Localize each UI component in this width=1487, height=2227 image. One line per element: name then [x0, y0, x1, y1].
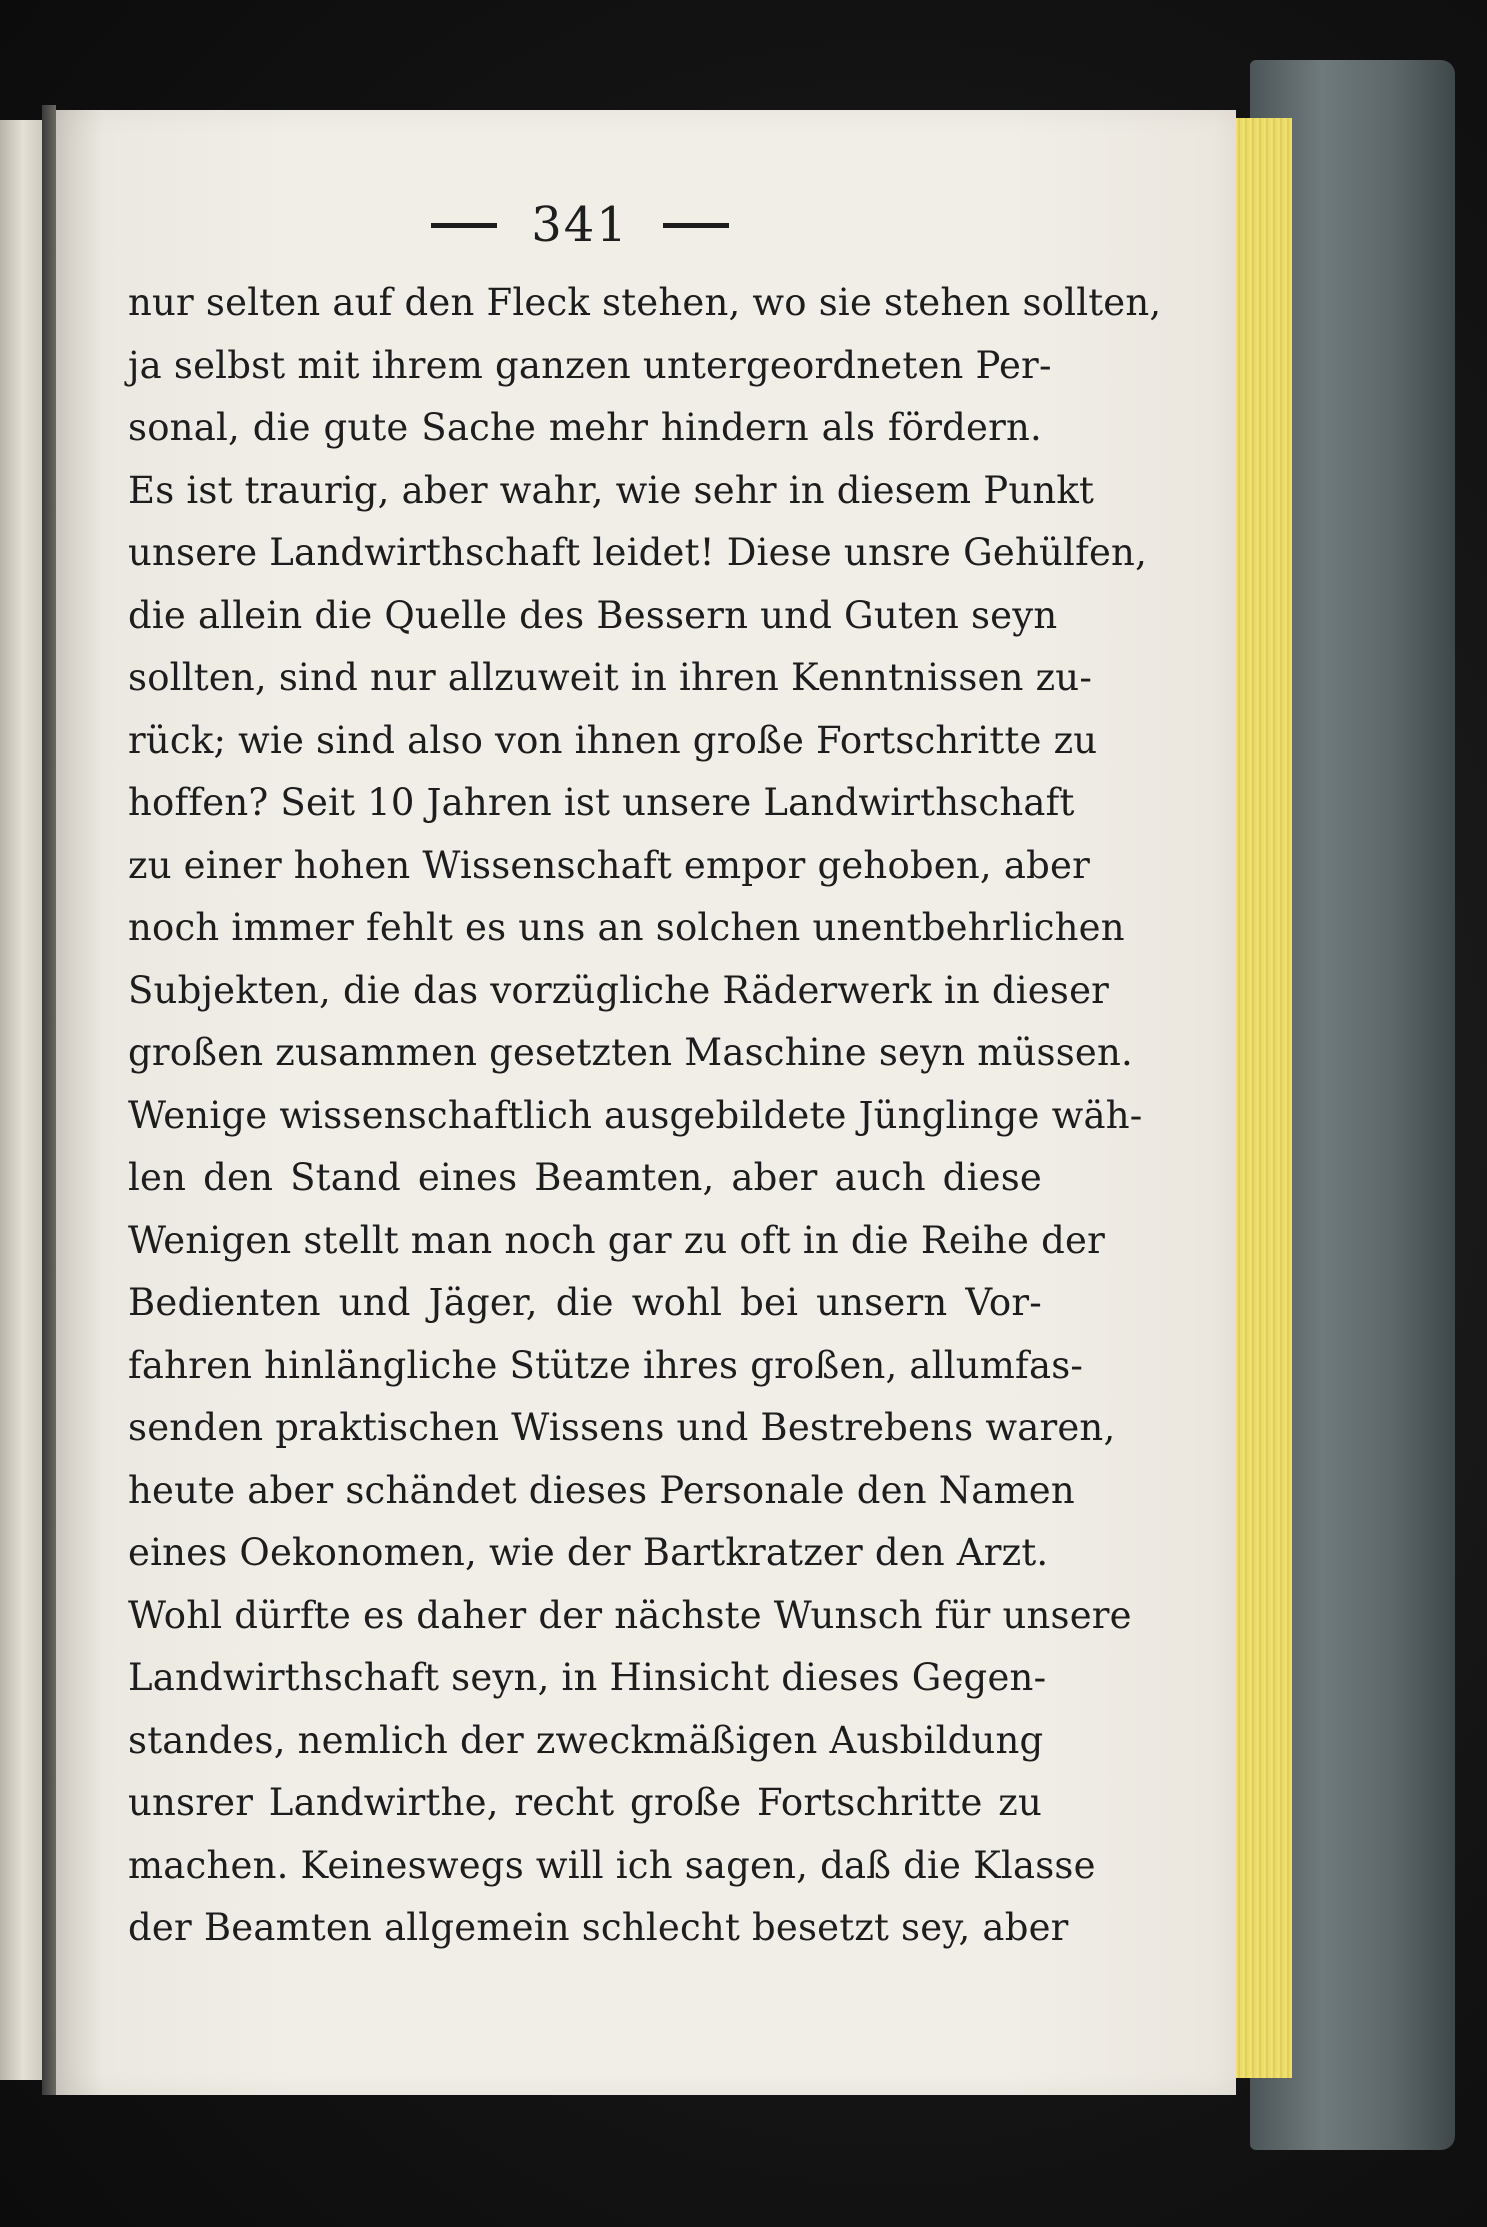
text-line: sollten, sind nur allzuweit in ihren Kenntnissen zu- [128, 656, 1093, 699]
header-dash-left [431, 223, 497, 228]
text-line: machen. Keineswegs will ich sagen, daß die Klasse [128, 1843, 1096, 1887]
previous-page-edge [0, 120, 44, 2080]
text-line: zu einer hohen Wissenschaft empor gehoben, aber [128, 843, 1090, 887]
text-line: der Beamten allgemein schlecht besetzt sey, aber [128, 1906, 1069, 1949]
page-header [430, 190, 730, 260]
text-line: senden praktischen Wissens und Bestrebens waren, [128, 1406, 1116, 1449]
text-line: die allein die Quelle des Bessern und Guten seyn [128, 593, 1058, 637]
text-line: hoffen? Seit 10 Jahren ist unsere Landwirthschaft [128, 781, 1075, 824]
text-line: Wenigen stellt man noch gar zu oft in die Reihe der [128, 1218, 1105, 1262]
text-line: nur selten auf den Fleck stehen, wo sie stehen sollten, [128, 281, 1162, 324]
page-number: 341 [531, 197, 629, 253]
text-line: heute aber schändet dieses Personale den Namen [128, 1468, 1075, 1512]
text-line: Wohl dürfte es daher der nächste Wunsch für unsere [128, 1593, 1132, 1637]
text-line: Es ist traurig, aber wahr, wie sehr in diesem Punkt [128, 468, 1095, 512]
text-line: rück; wie sind also von ihnen große Fortschritte zu [128, 718, 1098, 762]
text-line: noch immer fehlt es uns an solchen unentbehrlichen [128, 906, 1125, 949]
text-line: standes, nemlich der zweckmäßigen Ausbildung [128, 1718, 1044, 1762]
book-gutter [42, 105, 56, 2095]
text-line: eines Oekonomen, wie der Bartkratzer den Arzt. [128, 1531, 1049, 1574]
text-line: unsrer Landwirthe, recht große Fortschritte zu [128, 1781, 1042, 1824]
text-line: fahren hinlängliche Stütze ihres großen, allumfas- [128, 1343, 1084, 1387]
text-line: großen zusammen gesetzten Maschine seyn müssen. [128, 1031, 1134, 1074]
body-text [128, 272, 1162, 1960]
header-dash-right [663, 223, 729, 228]
text-line: Bedienten und Jäger, die wohl bei unsern Vor- [128, 1281, 1042, 1324]
page-block-edge [1232, 118, 1292, 2078]
text-line: unsere Landwirthschaft leidet! Diese unsre Gehülfen, [128, 531, 1148, 574]
text-line: len den Stand eines Beamten, aber auch diese [128, 1156, 1042, 1199]
text-line: sonal, die gute Sache mehr hindern als fördern. [128, 406, 1042, 449]
text-line: Landwirthschaft seyn, in Hinsicht dieses Gegen- [128, 1656, 1047, 1699]
text-line: ja selbst mit ihrem ganzen untergeordneten Per- [128, 343, 1052, 387]
text-line: Subjekten, die das vorzügliche Räderwerk in dieser [128, 968, 1110, 1012]
text-line: Wenige wissenschaftlich ausgebildete Jünglinge wäh- [128, 1093, 1143, 1137]
